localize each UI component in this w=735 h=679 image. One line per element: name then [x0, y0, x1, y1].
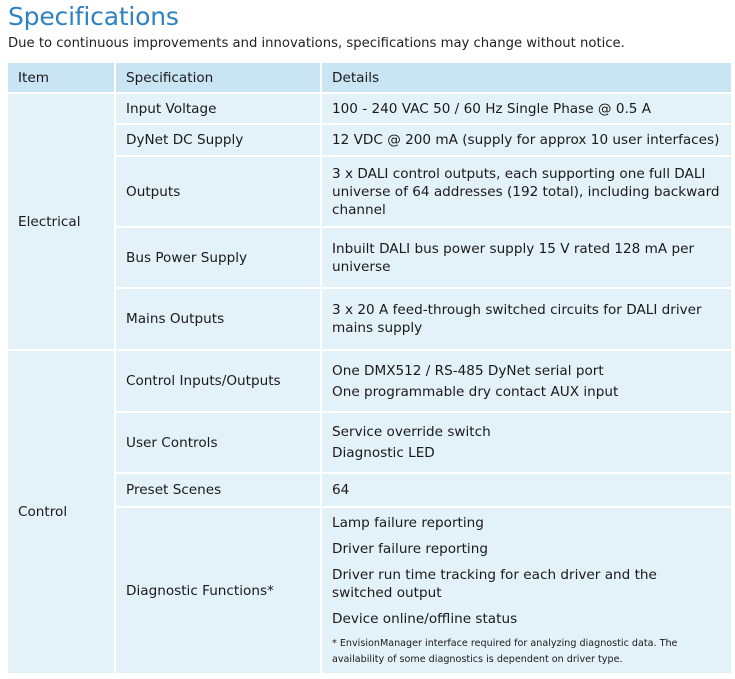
details-line: 100 - 240 VAC 50 / 60 Hz Single Phase @ 0.5 A [332, 100, 652, 117]
page-title: Specifications [8, 2, 179, 31]
details-line: Service override switch [332, 424, 491, 440]
spec-cell: User Controls [115, 412, 321, 473]
spec-cell: DyNet DC Supply [115, 124, 321, 156]
group-electrical: Electrical [8, 93, 115, 350]
header-details: Details [321, 63, 731, 93]
details-cell [321, 288, 731, 350]
specifications-table [8, 63, 731, 675]
spec-cell: Input Voltage [115, 93, 321, 124]
details-cell [321, 124, 731, 156]
header-item: Item [8, 63, 115, 93]
details-line: 3 x DALI control outputs, each supporting one full DALI universe of 64 addresses (192 total), including backward channel [332, 165, 720, 218]
table-row [8, 507, 731, 674]
details-line: 12 VDC @ 200 mA (supply for approx 10 user interfaces) [332, 132, 720, 148]
spec-cell: Diagnostic Functions* [115, 507, 321, 674]
details-cell [321, 507, 731, 674]
details-line: Inbuilt DALI bus power supply 15 V rated 128 mA per universe [332, 240, 695, 275]
spec-cell: Mains Outputs [115, 288, 321, 350]
details-cell [321, 227, 731, 288]
table-row [8, 156, 731, 227]
table-row [8, 412, 731, 473]
details-cell [321, 350, 731, 412]
details-cell [321, 473, 731, 507]
table-row [8, 473, 731, 507]
table-row [8, 227, 731, 288]
table-row [8, 93, 731, 124]
table-row [8, 350, 731, 412]
spec-cell: Preset Scenes [115, 473, 321, 507]
spec-cell: Bus Power Supply [115, 227, 321, 288]
page-subtitle: Due to continuous improvements and innovations, specifications may change without notice. [8, 36, 625, 51]
header-specification: Specification [115, 63, 321, 93]
spec-cell: Outputs [115, 156, 321, 227]
details-line: Device online/offline status [332, 610, 518, 627]
details-line: 3 x 20 A feed-through switched circuits for DALI driver mains supply [332, 302, 702, 336]
table-row [8, 124, 731, 156]
details-cell [321, 412, 731, 473]
details-line: Diagnostic LED [332, 445, 435, 461]
details-cell [321, 156, 731, 227]
details-line: Lamp failure reporting [332, 514, 484, 531]
details-line: Driver run time tracking for each driver and the switched output [332, 566, 657, 601]
details-line: One DMX512 / RS-485 DyNet serial port [332, 362, 604, 379]
details-line: Driver failure reporting [332, 540, 488, 557]
table-header-row [8, 63, 731, 93]
details-cell [321, 93, 731, 124]
details-line: 64 [332, 482, 350, 498]
details-line: One programmable dry contact AUX input [332, 383, 619, 400]
group-control: Control [8, 350, 115, 674]
table-row [8, 288, 731, 350]
diagnostics-footnote: * EnvisionManager interface required for analyzing diagnostic data. The availability of some diagnostics is dependent on driver type. [332, 637, 678, 665]
spec-cell: Control Inputs/Outputs [115, 350, 321, 412]
